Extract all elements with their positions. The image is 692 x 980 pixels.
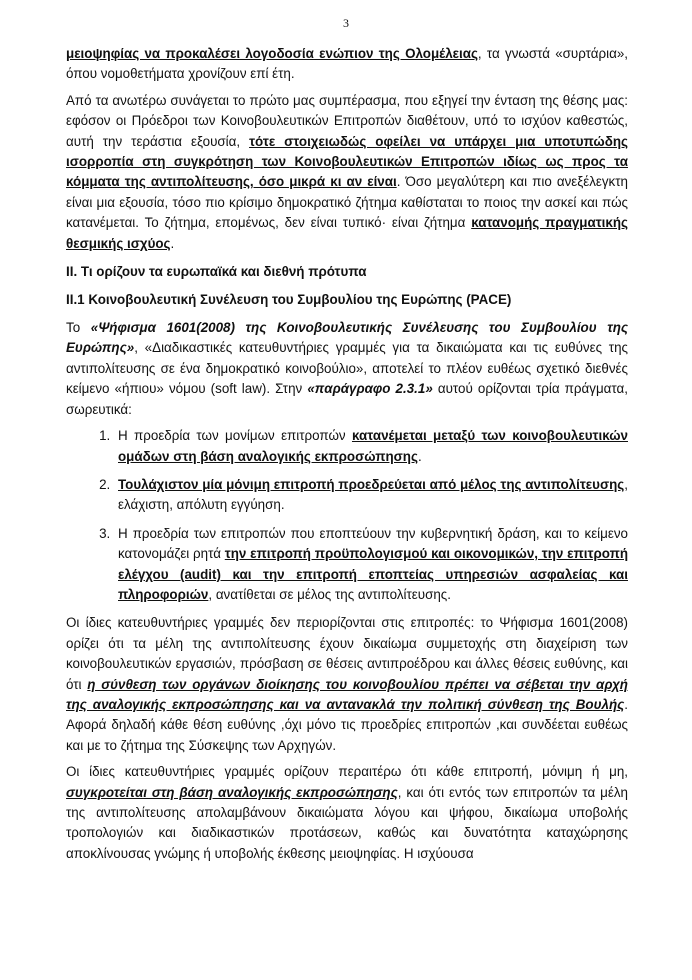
numbered-list xyxy=(66,426,628,605)
emphasis-text: την επιτροπή προϋπολογισμού και οικονομικών, την επιτροπή ελέγχου (audit) και την επιτροπή εποπτείας υπηρεσιών ασφαλείας και πληροφοριών xyxy=(118,546,628,602)
paragraph-resolution xyxy=(66,318,628,420)
body-text: αυτού ορίζονται τρία πράγματα, σωρευτικά: xyxy=(66,381,628,417)
emphasis-text: κατανέμεται μεταξύ των κοινοβουλευτικών ομάδων στη βάση αναλογικής εκπροσώπησης xyxy=(118,428,628,464)
body-text: Οι ίδιες κατευθυντήριες γραμμές δεν περιορίζονται στις επιτροπές: το Ψήφισμα 1601(2008) ορίζει ότι τα μέλη της αντιπολίτευσης έχουν δικαίωμα συμμετοχής στη διαχείριση των κοινοβουλευτικών εργασιών, πρόσβαση σε θέσεις αντιπροέδρου και άλλες θέσεις ευθύνης, και ότι xyxy=(66,615,628,692)
body-text: , και ότι εντός των επιτροπών τα μέλη της αντιπολίτευσης απολαμβάνουν δικαιώματα λόγου και ψήφου, δικαίωμα υποβολής τροπολογιών και διαδικαστικών προτάσεων, καθώς και δυνατότητα καταχώρησης αποκλίνουσας γνώμης ή υποβολής έκθεσης μειοψηφίας. Η ισχύουσα xyxy=(66,784,628,861)
paragraph-guidelines xyxy=(66,613,628,756)
emphasis-text: συγκροτείται στη βάση αναλογικής εκπροσώπησης xyxy=(66,784,398,800)
body-text: Από τα ανωτέρω συνάγεται το πρώτο μας συμπέρασμα, που εξηγεί την ένταση της θέσης μας: εφόσον οι Πρόεδροι των Κοινοβουλευτικών Επιτροπών διαθέτουν, υπό το ισχύον καθεστώς, αυτή την τεράστια εξουσία, xyxy=(66,92,628,149)
body-text: Η προεδρία των επιτροπών που εποπτεύουν την κυβερνητική δράση, και το κείμενο κατονομάζει ρητά xyxy=(118,525,628,562)
body-text: . Όσο μεγαλύτερη και πιο ανεξέλεγκτη είναι μια εξουσία, τόσο πιο κρίσιμο δημοκρατικό ζήτημα καθίσταται το ποιος την ασκεί και πώς κατανέμεται. Το ζήτημα, επομένως, δεν είναι τυπικό· είναι ζήτημα xyxy=(66,174,628,231)
list-item xyxy=(114,426,628,467)
emphasis-text: η σύνθεση των οργάνων διοίκησης του κοινοβουλίου πρέπει να σέβεται την αρχή της αναλογικής εκπροσώπησης και να αντανακλά την πολιτική σύνθεση της Βουλής xyxy=(66,676,628,712)
list-item xyxy=(114,475,628,516)
emphasis-text: κατανομής πραγματικής θεσμικής ισχύος xyxy=(66,215,629,251)
section-heading: II. Τι ορίζουν τα ευρωπαϊκά και διεθνή πρότυπα xyxy=(66,264,367,280)
list-item xyxy=(114,524,628,606)
emphasis-text: «παράγραφο 2.3.1» xyxy=(307,381,433,397)
body-text: , ελάχιστη, απόλυτη εγγύηση. xyxy=(118,476,628,513)
emphasis-text: μειοψηφίας να προκαλέσει λογοδοσία ενώπιον της Ολομέλειας xyxy=(66,46,478,61)
body-text: Οι ίδιες κατευθυντήριες γραμμές ορίζουν περαιτέρω ότι κάθε επιτροπή, μόνιμη ή μη, xyxy=(66,764,628,780)
body-text: . xyxy=(170,235,175,251)
body-text: , ανατίθεται σε μέλος της αντιπολίτευσης. xyxy=(208,586,451,602)
body-text: , τα γνωστά «συρτάρια», όπου νομοθετήματα χρονίζουν επί έτη. xyxy=(66,46,629,82)
subsection-heading: II.1 Κοινοβουλευτική Συνέλευση του Συμβουλίου της Ευρώπης (PACE) xyxy=(66,292,512,308)
body-text: Η προεδρία των μονίμων επιτροπών xyxy=(118,428,352,444)
body-text: . Αφορά δηλαδή κάθε θέση ευθύνης ,όχι μόνο τις προεδρίες επιτροπών ,και συνδέεται ευθέως και με το ζήτημα της Σύσκεψης των Αρχηγών. xyxy=(66,696,628,753)
body-text: Το xyxy=(66,320,91,336)
body-text: . xyxy=(417,448,422,464)
paragraph-committees xyxy=(66,762,628,864)
page-number: 3 xyxy=(343,16,349,30)
body-text: , «Διαδικαστικές κατευθυντήριες γραμμές για τα δικαιώματα και τις ευθύνες της αντιπολίτευσης σε ένα δημοκρατικό κοινοβούλιο», αποτελεί το πλέον ευθέως σχετικό διεθνές κείμενο «ήπιου» νόμου (soft law). Στην xyxy=(66,340,628,397)
emphasis-text: «Ψήφισμα 1601(2008) της Κοινοβουλευτικής Συνέλευσης του Συμβουλίου της Ευρώπης» xyxy=(66,320,629,356)
paragraph-continuation xyxy=(66,44,628,85)
emphasis-text: τότε στοιχειωδώς οφείλει να υπάρχει μια υποτυπώδης ισορροπία στη συγκρότηση των Κοινοβουλευτικών Επιτροπών ιδίως ως προς τα κόμματα της αντιπολίτευσης, όσο μικρά κι αν είναι xyxy=(66,133,628,190)
document-body xyxy=(66,44,628,870)
emphasis-text: Τουλάχιστον μία μόνιμη επιτροπή προεδρεύεται από μέλος της αντιπολίτευσης xyxy=(118,476,625,492)
paragraph-conclusion xyxy=(66,91,628,254)
